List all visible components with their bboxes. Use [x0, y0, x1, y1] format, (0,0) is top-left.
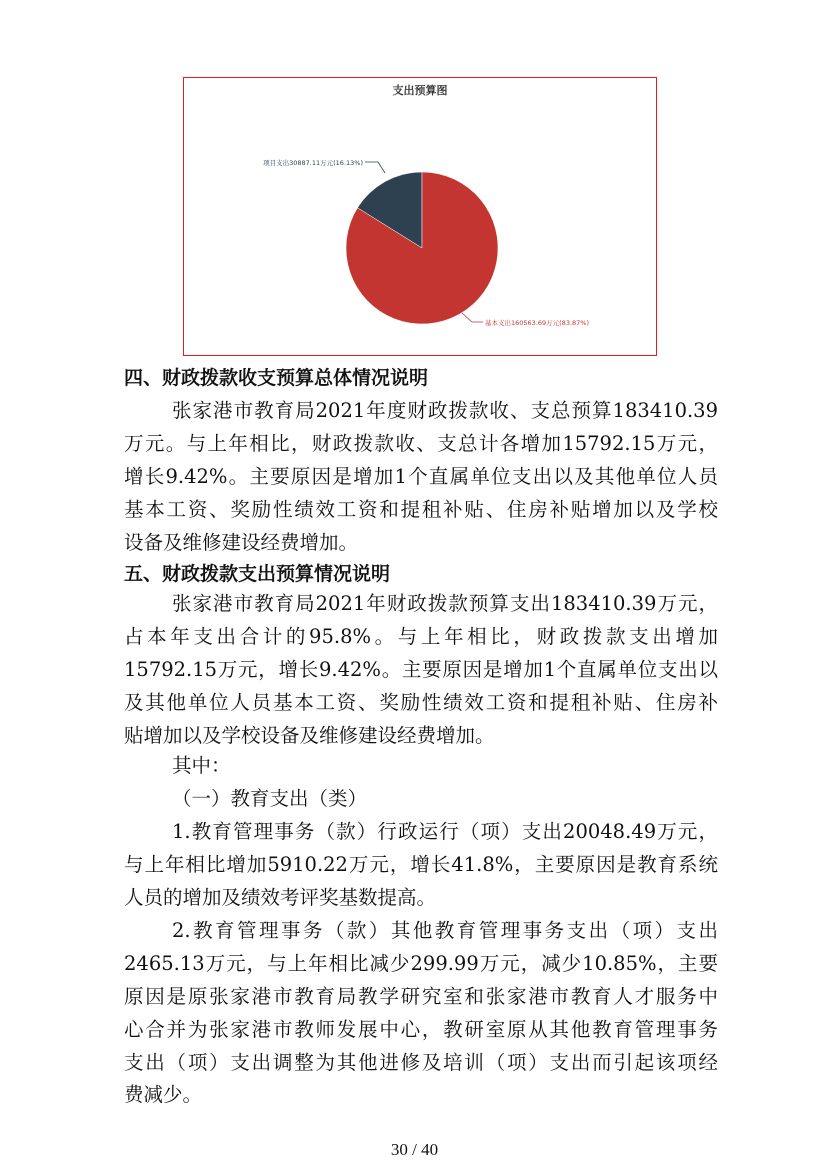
paragraph-line: 人员的增加及绩效考评奖基数提高。 — [124, 886, 437, 909]
paragraph-line: 2.教育管理事务（款）其他教育管理事务支出（项）支出 — [172, 919, 718, 942]
paragraph-line: 基本工资、奖励性绩效工资和提租补贴、住房补贴增加以及学校 — [124, 498, 718, 521]
paragraph-line: 心合并为张家港市教师发展中心，教研室原从其他教育管理事务 — [124, 1018, 718, 1041]
paragraph-line: （一）教育支出（类） — [172, 787, 368, 810]
page-number: 30 / 40 — [390, 1140, 439, 1159]
paragraph-line: 设备及维修建设经费增加。 — [124, 531, 359, 554]
slice-label-project: 项目支出30887.11万元(16.13%) — [263, 159, 363, 167]
paragraph-line: 张家港市教育局2021年度财政拨款收、支总预算183410.39 — [172, 399, 718, 422]
paragraph-line: 1.教育管理事务（款）行政运行（项）支出20048.49万元， — [172, 820, 718, 843]
paragraph-line: 2465.13万元，与上年相比减少299.99万元，减少10.85%，主要 — [124, 952, 718, 975]
paragraph-line: 万元。与上年相比，财政拨款收、支总计各增加15792.15万元， — [124, 432, 718, 455]
paragraph-line: 支出（项）支出调整为其他进修及培训（项）支出而引起该项经 — [124, 1051, 718, 1074]
slice-label-basic: 基本支出160563.69万元(83.87%) — [485, 319, 590, 327]
paragraph-line: 及其他单位人员基本工资、奖励性绩效工资和提租补贴、住房补 — [124, 691, 718, 714]
paragraph-line: 张家港市教育局2021年财政拨款预算支出183410.39万元， — [172, 592, 718, 615]
paragraph-line: 费减少。 — [124, 1083, 203, 1106]
paragraph-line: 15792.15万元，增长9.42%。主要原因是增加1个直属单位支出以 — [124, 658, 718, 681]
paragraph-line: 贴增加以及学校设备及维修建设经费增加。 — [124, 724, 495, 747]
expenditure-pie-chart — [183, 77, 657, 356]
paragraph-line: 增长9.42%。主要原因是增加1个直属单位支出以及其他单位人员 — [124, 465, 718, 488]
paragraph-line: 占本年支出合计的95.8%。与上年相比，财政拨款支出增加 — [124, 625, 718, 648]
section-heading: 四、财政拨款收支预算总体情况说明 — [124, 367, 429, 389]
chart-title: 支出预算图 — [392, 84, 448, 97]
paragraph-line: 原因是原张家港市教育局教学研究室和张家港市教育人才服务中 — [124, 985, 718, 1008]
pie-svg — [184, 78, 658, 357]
section-heading: 五、财政拨款支出预算情况说明 — [124, 563, 391, 585]
paragraph-line: 与上年相比增加5910.22万元，增长41.8%，主要原因是教育系统 — [124, 853, 718, 876]
label-leader-basic — [462, 313, 483, 322]
label-leader-project — [365, 162, 385, 173]
paragraph-line: 其中： — [172, 754, 231, 777]
